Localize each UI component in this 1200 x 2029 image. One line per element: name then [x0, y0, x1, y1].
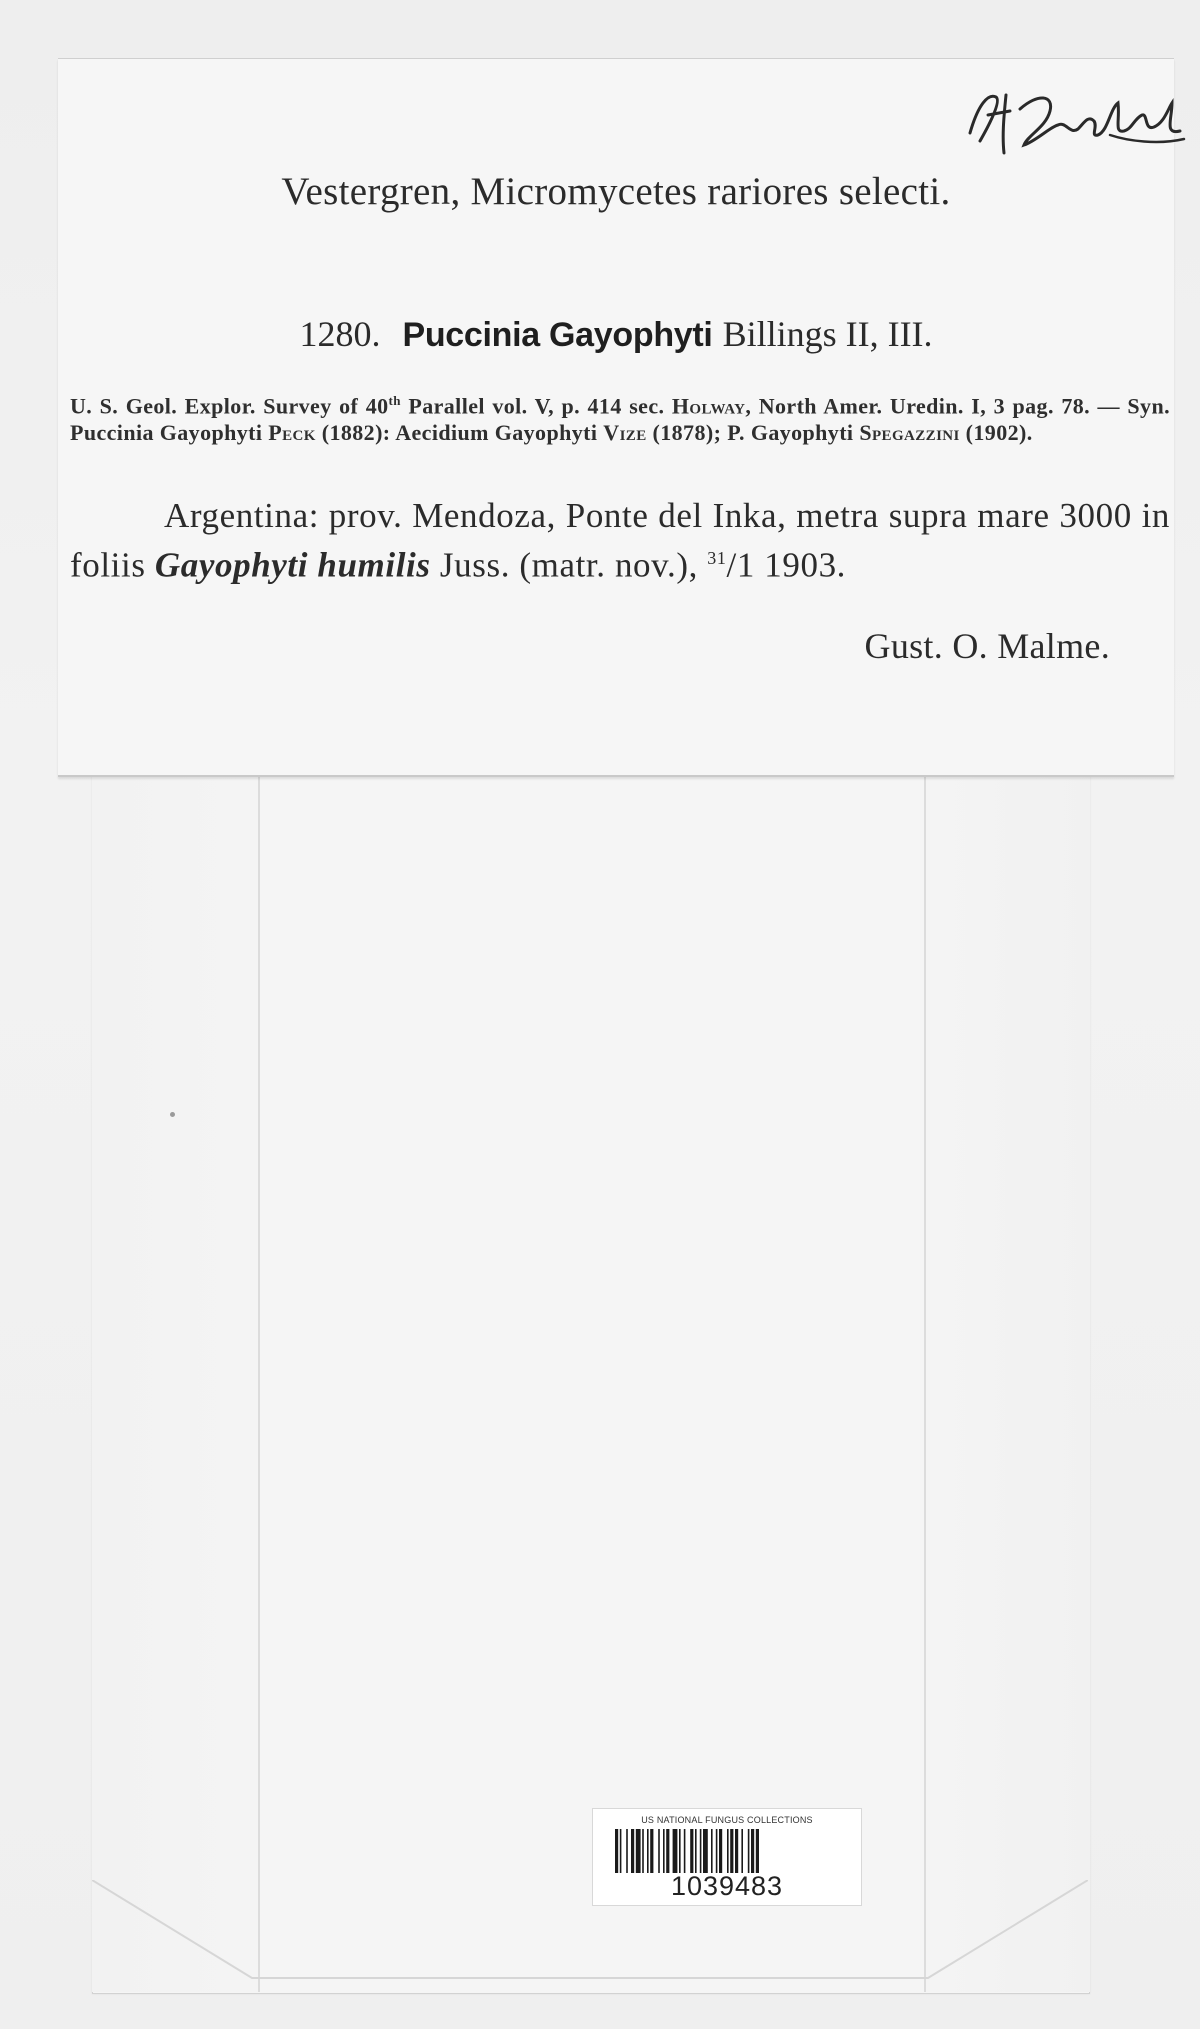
barcode-number: 1039483	[670, 1871, 784, 1901]
collector-name: Gust. O. Malme.	[864, 626, 1110, 666]
host-name: Gayophyti humilis	[154, 545, 431, 585]
barcode-bar	[636, 1829, 641, 1873]
envelope-right-flap	[924, 770, 1090, 1992]
barcode-bar	[642, 1829, 644, 1873]
barcode-bar	[631, 1829, 634, 1873]
barcode-bars	[615, 1829, 839, 1873]
barcode-bar	[756, 1829, 759, 1873]
barcode-bar	[748, 1829, 750, 1873]
envelope-bottom-flap	[92, 1880, 1088, 1992]
barcode-bar	[666, 1829, 669, 1873]
barcode-bar	[751, 1829, 754, 1873]
barcode-bar	[650, 1829, 653, 1873]
barcode-label	[592, 1808, 862, 1906]
barcode-bar	[703, 1829, 708, 1873]
barcode-bar	[615, 1829, 618, 1873]
barcode-header: US NATIONAL FUNGUS COLLECTIONS	[641, 1815, 813, 1825]
literature-citation: U. S. Geol. Explor. Survey of 40th Parallel vol. V, p. 414 sec. Holway, North Amer. Uredin. I, 3 pag. 78. — Syn. Puccinia Gayophyti Peck (1882): Aecidium Gayophyti Vize (1878); P. Gayophyti Spegazzini (1902).	[70, 393, 1170, 446]
paper-speck	[170, 1112, 175, 1117]
barcode-bar	[695, 1829, 697, 1873]
barcode-bar	[673, 1829, 678, 1873]
barcode-bar	[716, 1829, 718, 1873]
barcode-bar	[690, 1829, 693, 1873]
barcode-bar	[647, 1829, 649, 1873]
locality-text: Argentina: prov. Mendoza, Ponte del Inka, metra supra mare 3000 in foliis Gayophyti humilis Juss. (matr. nov.), $^{31}$/1 1903.	[70, 496, 1170, 585]
barcode-bar	[719, 1829, 722, 1873]
barcode-bar	[730, 1829, 733, 1873]
barcode-bar	[620, 1829, 622, 1873]
envelope-left-flap	[92, 770, 260, 1992]
specimen-label	[58, 58, 1174, 777]
barcode-bar	[626, 1829, 628, 1873]
species-line	[58, 313, 1174, 355]
barcode-bar	[741, 1829, 743, 1873]
barcode-bar	[727, 1829, 729, 1873]
species-name: Puccinia Gayophyti	[402, 316, 713, 354]
barcode-bar	[735, 1829, 738, 1873]
barcode-bar	[700, 1829, 702, 1873]
barcode-bar	[663, 1829, 665, 1873]
handwritten-signature	[958, 75, 1198, 165]
barcode-bar	[711, 1829, 713, 1873]
series-title: Vestergren, Micromycetes rariores selecti.	[281, 170, 951, 213]
exsiccata-number: 1280.	[299, 314, 381, 354]
barcode-bar	[684, 1829, 686, 1873]
barcode-bar	[658, 1829, 660, 1873]
species-authority: Billings II, III.	[722, 314, 933, 354]
barcode-bar	[679, 1829, 681, 1873]
